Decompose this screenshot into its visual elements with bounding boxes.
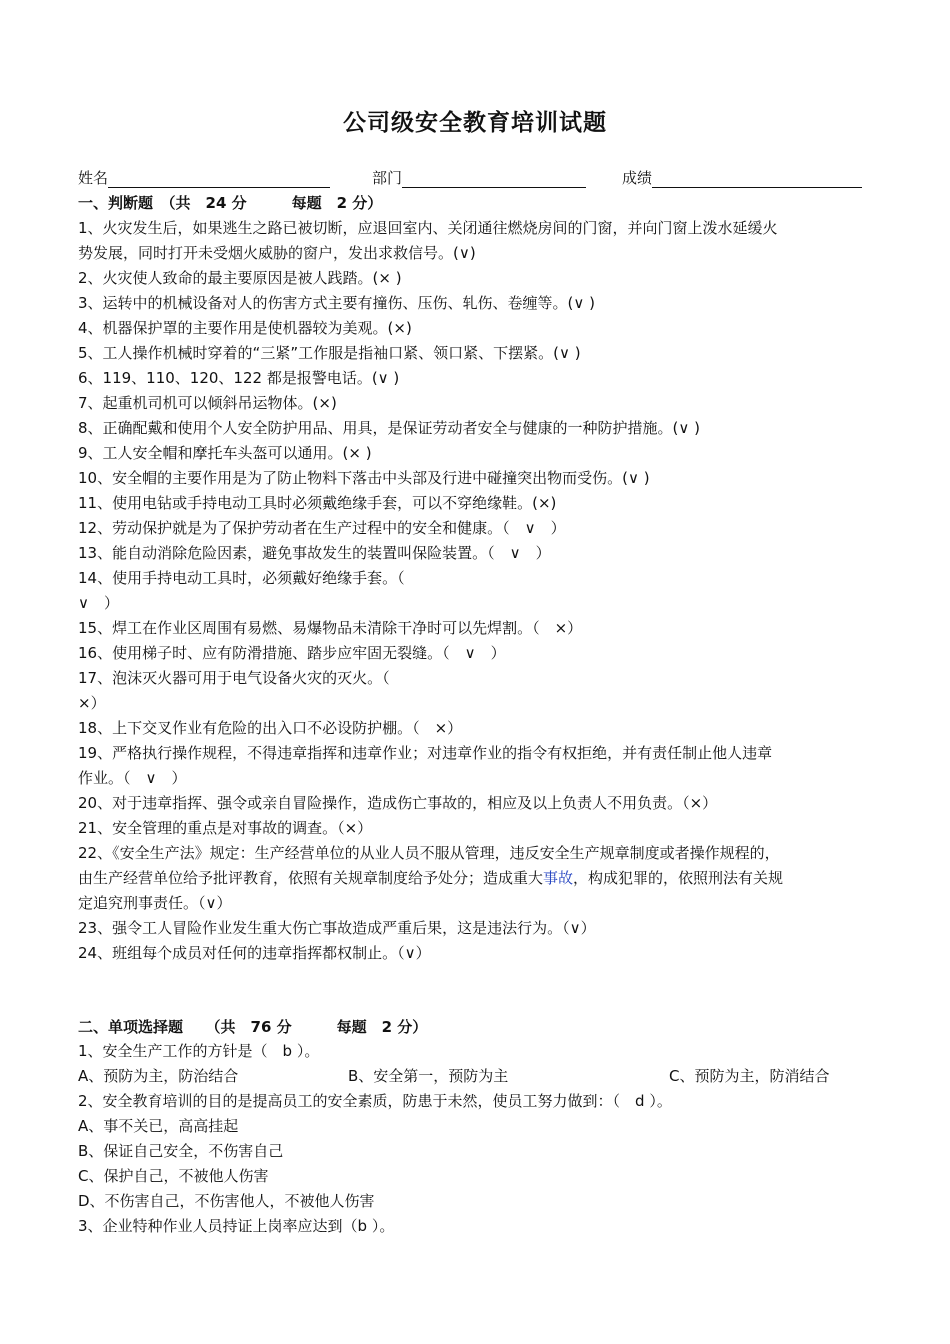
question-line: 23、强令工人冒险作业发生重大伤亡事故造成严重后果，这是违法行为。（∨） xyxy=(78,919,596,937)
option-a: A、预防为主，防治结合 xyxy=(78,1067,239,1085)
department-label: 部门 xyxy=(372,169,403,187)
question-line: 21、安全管理的重点是对事故的调查。（×） xyxy=(78,819,373,837)
question-line: 2、火灾使人致命的最主要原因是被人践踏。(× ) xyxy=(78,269,402,287)
question-line: ∨ ） xyxy=(78,594,119,612)
question-line: 1、安全生产工作的方针是（ b ）。 xyxy=(78,1042,320,1060)
option-c: C、保护自己，不被他人伤害 xyxy=(78,1167,269,1185)
question-line: 9、工人安全帽和摩托车头盔可以通用。(× ) xyxy=(78,444,372,462)
question-line: 6、119、110、120、122 都是报警电话。(∨ ) xyxy=(78,369,400,387)
question-line: 15、焊工在作业区周围有易燃、易爆物品未清除干净时可以先焊割。（ ×） xyxy=(78,619,583,637)
question-line: 势发展，同时打开未受烟火威胁的窗户，发出求救信号。(∨) xyxy=(78,244,476,262)
question-line: 13、能自动消除危险因素，避免事故发生的装置叫保险装置。（ ∨ ） xyxy=(78,544,551,562)
option-b: B、安全第一，预防为主 xyxy=(348,1067,509,1085)
question-text: ，构成犯罪的，依照刑法有关规 xyxy=(573,869,784,887)
question-line: 3、运转中的机械设备对人的伤害方式主要有撞伤、压伤、轧伤、卷缠等。(∨ ) xyxy=(78,294,595,312)
option-c: C、预防为主，防消结合 xyxy=(669,1067,830,1085)
name-blank[interactable] xyxy=(108,170,330,188)
question-line: 3、企业特种作业人员持证上岗率应达到（b ）。 xyxy=(78,1217,395,1235)
department-blank[interactable] xyxy=(402,170,586,188)
question-line: 18、上下交叉作业有危险的出入口不必设防护棚。（ ×） xyxy=(78,719,463,737)
accident-link[interactable]: 事故 xyxy=(543,869,574,887)
score-field xyxy=(622,168,862,188)
question-line xyxy=(78,868,878,888)
question-line: 22、《安全生产法》规定：生产经营单位的从业人员不服从管理，违反安全生产规章制度或者操作规程的， xyxy=(78,844,780,862)
question-line: 5、工人操作机械时穿着的“三紧”工作服是指袖口紧、领口紧、下摆紧。(∨ ) xyxy=(78,344,581,362)
question-line: 14、使用手持电动工具时，必须戴好绝缘手套。（ xyxy=(78,569,405,587)
question-line: 4、机器保护罩的主要作用是使机器较为美观。(×) xyxy=(78,319,412,337)
question-line: 17、泡沫灭火器可用于电气设备火灾的灭火。（ xyxy=(78,669,390,687)
question-line: 10、安全帽的主要作用是为了防止物料下落击中头部及行进中碰撞突出物而受伤。(∨ ) xyxy=(78,469,650,487)
question-line: 16、使用梯子时、应有防滑措施、踏步应牢固无裂缝。（ ∨ ） xyxy=(78,644,506,662)
section1-heading: 一、判断题 （共 24 分 每题 2 分） xyxy=(78,194,383,212)
option-d: D、不伤害自己，不伤害他人，不被他人伤害 xyxy=(78,1192,375,1210)
department-field xyxy=(372,168,586,188)
name-label: 姓名 xyxy=(78,169,109,187)
score-blank[interactable] xyxy=(652,170,862,188)
question-text: 由生产经营单位给予批评教育，依照有关规章制度给予处分；造成重大 xyxy=(78,869,544,887)
option-b: B、保证自己安全，不伤害自己 xyxy=(78,1142,284,1160)
question-line: 作业。（ ∨ ） xyxy=(78,769,187,787)
question-line: 20、对于违章指挥、强令或亲自冒险操作，造成伤亡事故的，相应及以上负责人不用负责。（×） xyxy=(78,794,718,812)
score-label: 成绩 xyxy=(622,169,653,187)
option-a: A、事不关已，高高挂起 xyxy=(78,1117,239,1135)
question-line: 7、起重机司机可以倾斜吊运物体。(×) xyxy=(78,394,337,412)
question-line: 11、使用电钻或手持电动工具时必须戴绝缘手套，可以不穿绝缘鞋。(×) xyxy=(78,494,557,512)
question-line: 24、班组每个成员对任何的违章指挥都权制止。（∨） xyxy=(78,944,431,962)
question-line: 定追究刑事责任。（∨） xyxy=(78,894,232,912)
name-field xyxy=(78,168,330,188)
question-line: 8、正确配戴和使用个人安全防护用品、用具，是保证劳动者安全与健康的一种防护措施。(∨ ) xyxy=(78,419,700,437)
question-line: 1、火灾发生后，如果逃生之路已被切断，应退回室内、关闭通往燃烧房间的门窗，并向门窗上泼水延缓火 xyxy=(78,219,778,237)
question-line: 2、安全教育培训的目的是提高员工的安全素质，防患于未然，使员工努力做到：（ d ）。 xyxy=(78,1092,672,1110)
question-line: 12、劳动保护就是为了保护劳动者在生产过程中的安全和健康。（ ∨ ） xyxy=(78,519,566,537)
question-line: ×） xyxy=(78,694,106,712)
section2-heading: 二、单项选择题 （共 76 分 每题 2 分） xyxy=(78,1018,428,1036)
question-line: 19、严格执行操作规程，不得违章指挥和违章作业；对违章作业的指令有权拒绝，并有责任制止他人违章 xyxy=(78,744,773,762)
page-title: 公司级安全教育培训试题 xyxy=(343,110,607,136)
